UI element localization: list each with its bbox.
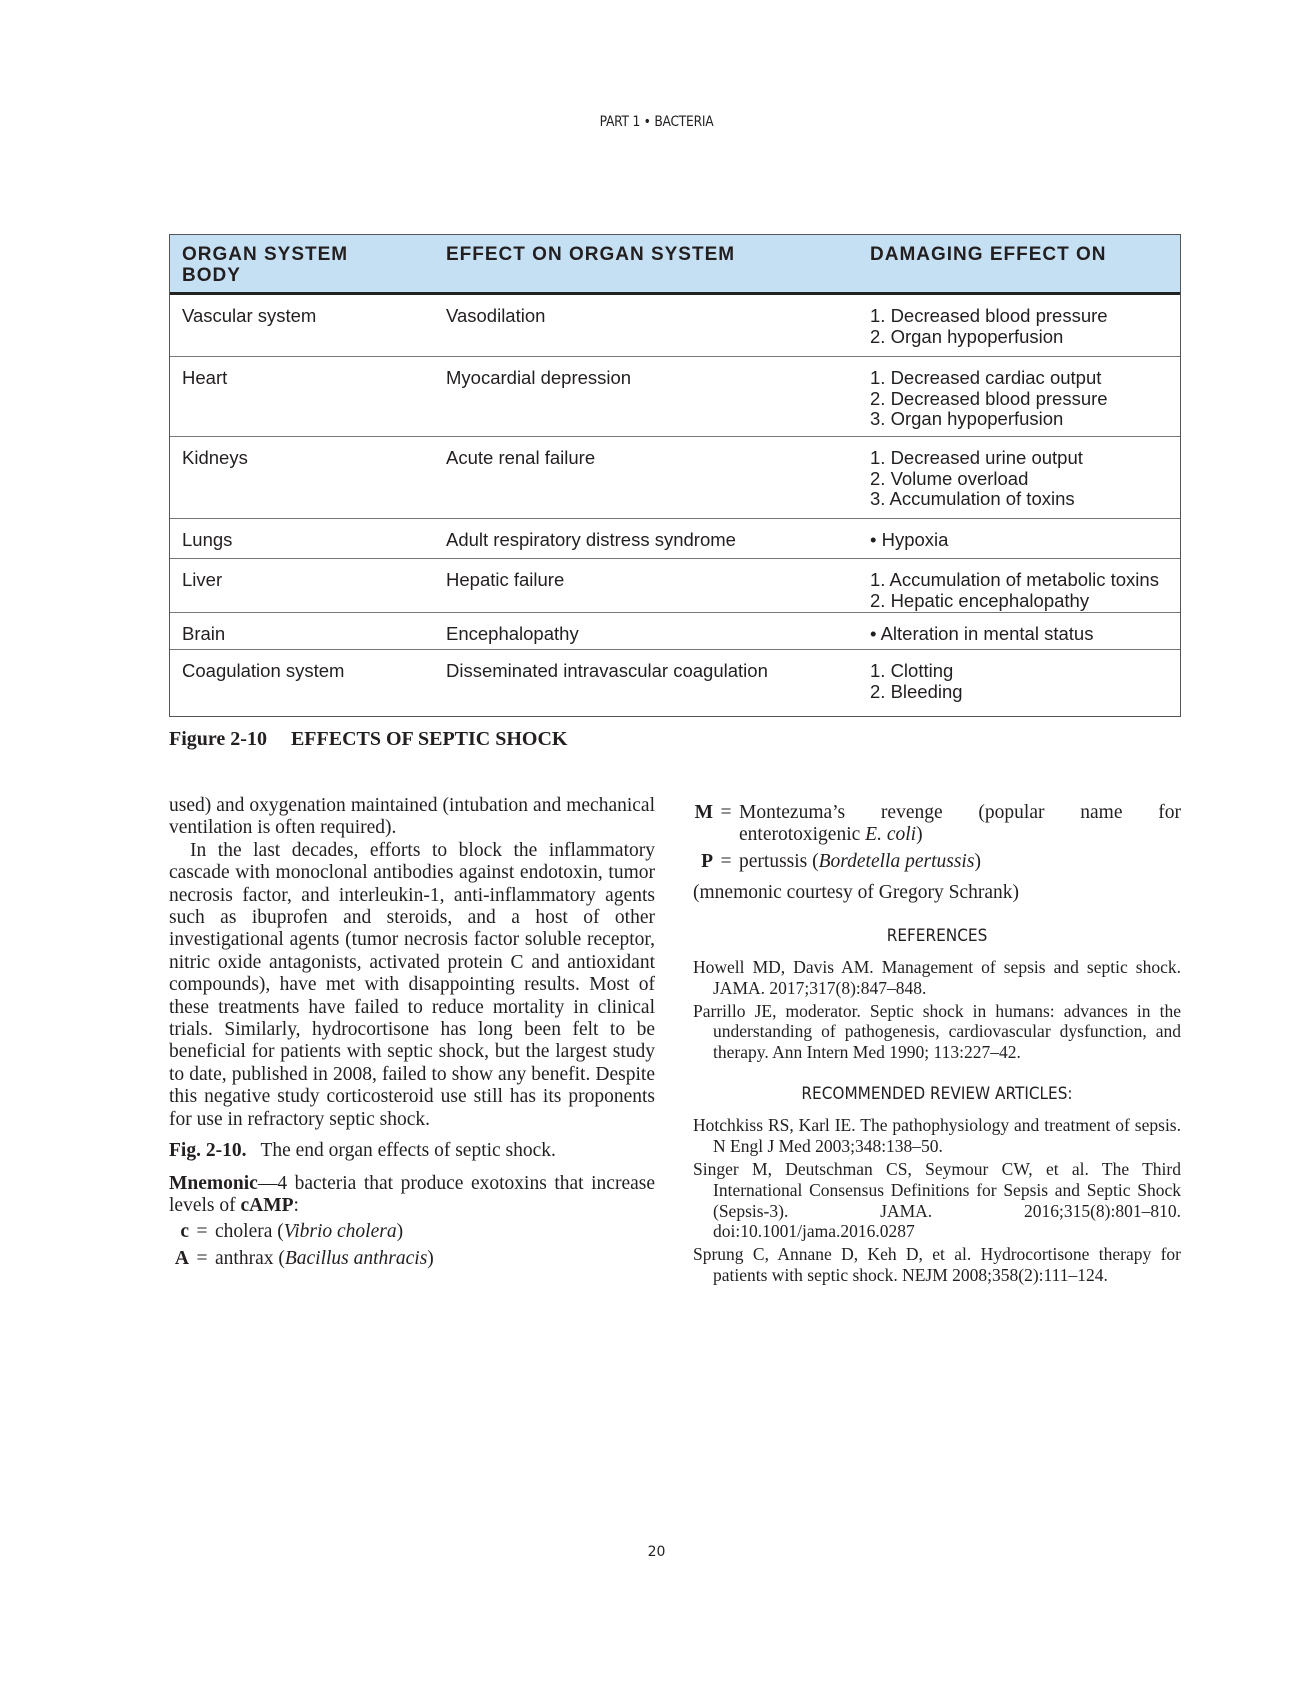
mnemonic-camp: cAMP [240,1194,294,1216]
mnemonic-intro [169,1173,655,1218]
mnemonic-organism: Vibrio cholera [283,1221,397,1243]
mnemonic-name: anthrax ( [215,1247,285,1269]
mnemonic-list-left [169,1221,655,1270]
damage-item: 1. Decreased cardiac output [870,367,1102,388]
table-body [170,295,1180,716]
equals-sign: = [720,802,732,823]
reference-entry: Hotchkiss RS, Karl IE. The pathophysiology and treatment of sepsis. N Engl J Med 2003;348:138–50. [693,1115,1181,1157]
damage-item: 1. Decreased blood pressure [870,305,1108,326]
organ-cell: Coagulation system [182,660,345,681]
damage-cell [870,368,1108,430]
mnemonic-letter: M [694,802,713,823]
damage-cell [870,530,948,551]
effect-cell: Acute renal failure [446,447,596,468]
column-header-organ: ORGAN SYSTEM BODY [182,244,349,286]
table-row [170,559,1180,613]
organ-cell: Lungs [182,529,233,550]
damage-item: 1. Decreased urine output [870,447,1083,468]
damage-item: 2. Volume overload [870,467,1029,489]
figure-title: EFFECTS OF SEPTIC SHOCK [290,728,568,750]
damage-item: 3. Accumulation of toxins [870,488,1075,509]
reference-entry: Parrillo JE, moderator. Septic shock in humans: advances in the understanding of pathogenesis, cardiovascular dysfunction, and therapy. Ann Intern Med 1990; 113:227–42. [693,1000,1181,1063]
mnemonic-item [693,802,1181,847]
equals-sign: = [196,1221,208,1243]
mnemonic-close: ) [916,824,923,846]
review-articles-list [693,1115,1181,1285]
organ-cell: Vascular system [182,305,317,326]
effect-cell: Encephalopathy [446,623,579,644]
review-articles-heading: RECOMMENDED REVIEW ARTICLES: [801,1084,1073,1105]
mnemonic-list-right [693,802,1181,873]
mnemonic-item [169,1221,655,1243]
mnemonic-organism: Bacillus anthracis [284,1247,428,1269]
figure-caption [169,728,568,751]
mnemonic-organism: E. coli [865,824,917,846]
damage-item: 1. Clotting [870,660,954,681]
damage-item: • Hypoxia [870,529,949,550]
table-header [170,235,1180,295]
effect-cell: Hepatic failure [446,569,565,590]
mnemonic-letter: c [180,1221,189,1243]
table-row [170,357,1180,437]
mnemonic-name: cholera ( [215,1221,284,1243]
mnemonic-item [169,1248,655,1270]
mnemonic-colon: : [293,1194,299,1216]
damage-cell [870,306,1108,347]
damage-item: 2. Hepatic encephalopathy [870,589,1090,611]
damage-item: 2. Organ hypoperfusion [870,325,1064,347]
table-row [170,650,1180,716]
damage-cell [870,624,1093,645]
references-list [693,957,1181,1063]
figure-reference-label: Fig. 2-10. [169,1140,247,1162]
organ-cell: Brain [182,623,226,644]
mnemonic-description [215,1248,655,1270]
table-row [170,613,1180,650]
mnemonic-organism: Bordetella pertussis [818,850,975,872]
mnemonic-close: ) [396,1221,404,1243]
mnemonic-courtesy: (mnemonic courtesy of Gregory Schrank) [693,882,1019,904]
right-column [693,798,1181,1288]
damage-cell [870,448,1083,510]
mnemonic-description [739,802,1181,847]
effect-cell: Adult respiratory distress syndrome [446,529,736,550]
mnemonic-text: —4 bacteria that produce exotoxins that increase levels of [169,1172,655,1216]
organ-cell: Liver [182,569,223,590]
mnemonic-description [739,851,1181,873]
body-paragraph: In the last decades, efforts to block the inflammatory cascade with monoclonal antibodies against endotoxin, tumor necrosis factor, and interleukin-1, anti-inflammatory agents such as ibuprofen and steroids, and a host of other investigational agents (tumor necrosis factor soluble receptor, nitric oxide antagonists, activated protein C and antioxidant compounds), have met with disappointing results. Most of these treatments have failed to reduce mortality in clinical trials. Similarly, hydrocortisone has long been felt to be beneficial for patients with septic shock, but the largest study to date, published in 2008, failed to show any benefit. Despite this negative study corticosteroid use still has its proponents for use in refractory septic shock. [169,839,655,1130]
damage-item: • Alteration in mental status [870,623,1094,644]
page-number: 20 [647,1544,666,1560]
reference-entry: Singer M, Deutschman CS, Seymour CW, et al. The Third International Consensus Definitions for Sepsis and Septic Shock (Sepsis-3). JAMA. 2016;315(8):801–810. doi:10.1001/jama.2016.0287 [693,1159,1181,1242]
septic-shock-table [169,234,1181,717]
running-head: PART 1 • BACTERIA [599,114,714,130]
mnemonic-name: Montezuma’s revenge (popular name for enterotoxigenic [739,802,1181,846]
column-header-effect: EFFECT ON ORGAN SYSTEM [446,244,736,265]
effect-cell: Vasodilation [446,305,546,326]
damage-cell [870,570,1159,611]
mnemonic-letter: P [701,850,713,872]
organ-cell: Heart [182,367,228,388]
mnemonic-letter: A [174,1247,189,1269]
mnemonic-item [693,851,1181,873]
effect-cell: Myocardial depression [446,367,632,388]
damage-item: 2. Bleeding [870,680,963,702]
damage-item: 2. Decreased blood pressure [870,387,1108,409]
references-heading: REFERENCES [886,925,988,946]
organ-cell: Kidneys [182,447,248,468]
damage-item: 3. Organ hypoperfusion [870,408,1064,429]
table-row [170,519,1180,559]
damage-cell [870,661,963,702]
table-row [170,295,1180,357]
mnemonic-close: ) [974,850,981,872]
reference-entry: Sprung C, Annane D, Keh D, et al. Hydrocortisone therapy for patients with septic shock. NEJM 2008;358(2):111–124. [693,1244,1181,1285]
reference-entry: Howell MD, Davis AM. Management of sepsis and septic shock. JAMA. 2017;317(8):847–848. [693,957,1181,998]
body-paragraph: used) and oxygenation maintained (intubation and mechanical ventilation is often required). [169,795,655,839]
mnemonic-name: pertussis ( [739,850,819,872]
effect-cell: Disseminated intravascular coagulation [446,660,768,681]
figure-label: Figure 2-10 [169,728,267,750]
column-header-damage: DAMAGING EFFECT ON [870,244,1107,265]
equals-sign: = [720,850,732,872]
table-row [170,437,1180,519]
figure-reference [169,1140,655,1162]
figure-reference-text: The end organ effects of septic shock. [260,1140,556,1162]
mnemonic-description [215,1221,655,1243]
equals-sign: = [196,1247,208,1269]
mnemonic-label: Mnemonic [169,1172,258,1194]
mnemonic-close: ) [427,1247,434,1269]
left-column [169,795,655,1270]
damage-item: 1. Accumulation of metabolic toxins [870,569,1159,590]
